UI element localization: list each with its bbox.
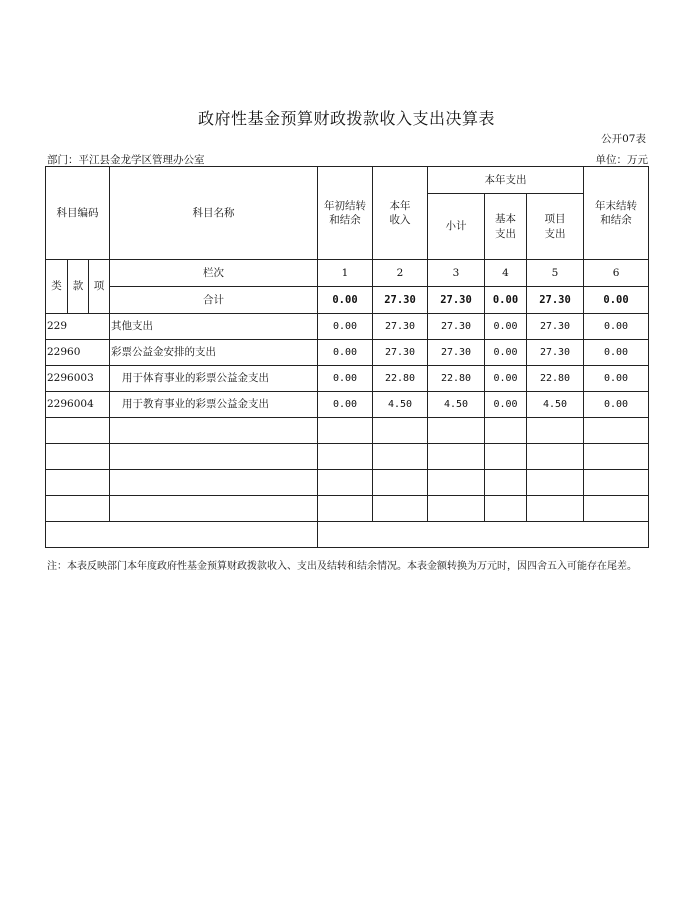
- column-number: 5: [527, 260, 584, 287]
- subject-name: 用于体育事业的彩票公益金支出: [110, 366, 318, 392]
- value-cell: 0.00: [485, 392, 527, 418]
- header-subtotal: 小计: [428, 194, 485, 260]
- page-title: 政府性基金预算财政拨款收入支出决算表: [197, 109, 495, 128]
- value-cell: 22.80: [373, 366, 428, 392]
- table-row: [46, 340, 649, 366]
- value-cell: 4.50: [527, 392, 584, 418]
- header-end-balance: 年末结转和结余: [584, 167, 649, 260]
- column-number: 2: [373, 260, 428, 287]
- total-cell: 0.00: [584, 287, 649, 314]
- subject-code: 2296004: [46, 392, 110, 418]
- table-row: [46, 392, 649, 418]
- total-cell: 27.30: [428, 287, 485, 314]
- value-cell: 0.00: [584, 340, 649, 366]
- value-cell: 0.00: [584, 392, 649, 418]
- empty-row: [46, 496, 649, 522]
- subject-name: 其他支出: [110, 314, 318, 340]
- value-cell: 22.80: [428, 366, 485, 392]
- header-expense-group: 本年支出: [428, 167, 584, 194]
- total-cell: 0.00: [318, 287, 373, 314]
- total-cell: 27.30: [527, 287, 584, 314]
- header-begin-balance: 年初结转和结余: [318, 167, 373, 260]
- empty-row: [46, 444, 649, 470]
- column-number-label: 栏次: [110, 260, 318, 287]
- value-cell: 0.00: [318, 366, 373, 392]
- value-cell: 0.00: [485, 314, 527, 340]
- footnote: 注：本表反映部门本年度政府性基金预算财政拨款收入、支出及结转和结余情况。本表金额转换为万元时，因四舍五入可能存在尾差。: [47, 561, 637, 572]
- empty-row: [46, 418, 649, 444]
- value-cell: 0.00: [318, 392, 373, 418]
- column-number: 1: [318, 260, 373, 287]
- value-cell: 27.30: [527, 314, 584, 340]
- column-number: 4: [485, 260, 527, 287]
- subject-code: 229: [46, 314, 110, 340]
- value-cell: 22.80: [527, 366, 584, 392]
- header-kuan: 款: [68, 260, 89, 314]
- value-cell: 27.30: [373, 340, 428, 366]
- value-cell: 0.00: [318, 314, 373, 340]
- form-code: 公开07表: [601, 133, 646, 145]
- header-xiang: 项: [89, 260, 110, 314]
- empty-row: [46, 470, 649, 496]
- header-lei: 类: [46, 260, 68, 314]
- table-row: [46, 366, 649, 392]
- header-subject-code: 科目编码: [46, 167, 110, 260]
- value-cell: 27.30: [373, 314, 428, 340]
- subject-name: 用于教育事业的彩票公益金支出: [110, 392, 318, 418]
- subject-code: 2296003: [46, 366, 110, 392]
- header-subject-name: 科目名称: [110, 167, 318, 260]
- table-row: [46, 314, 649, 340]
- department-label: 部门：平江县金龙学区管理办公室: [47, 154, 205, 166]
- subject-code: 22960: [46, 340, 110, 366]
- header-income: 本年收入: [373, 167, 428, 260]
- value-cell: 27.30: [428, 314, 485, 340]
- value-cell: 27.30: [527, 340, 584, 366]
- value-cell: 27.30: [428, 340, 485, 366]
- value-cell: 0.00: [584, 314, 649, 340]
- total-cell: 0.00: [485, 287, 527, 314]
- budget-table: [45, 166, 649, 548]
- value-cell: 4.50: [373, 392, 428, 418]
- value-cell: 0.00: [318, 340, 373, 366]
- value-cell: 4.50: [428, 392, 485, 418]
- total-cell: 27.30: [373, 287, 428, 314]
- empty-row: [46, 522, 649, 548]
- header-project-expense: 项目支出: [527, 194, 584, 260]
- value-cell: 0.00: [485, 340, 527, 366]
- header-basic-expense: 基本支出: [485, 194, 527, 260]
- total-label: 合计: [110, 287, 318, 314]
- value-cell: 0.00: [485, 366, 527, 392]
- value-cell: 0.00: [584, 366, 649, 392]
- unit-label: 单位：万元: [595, 154, 648, 166]
- subject-name: 彩票公益金安排的支出: [110, 340, 318, 366]
- column-number: 6: [584, 260, 649, 287]
- column-number: 3: [428, 260, 485, 287]
